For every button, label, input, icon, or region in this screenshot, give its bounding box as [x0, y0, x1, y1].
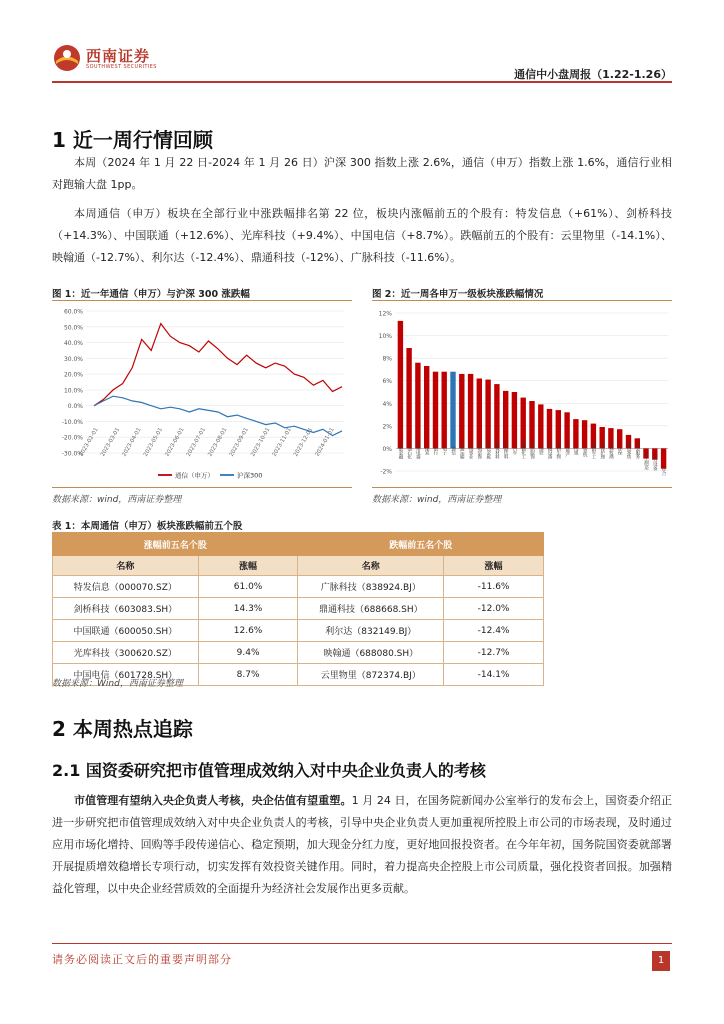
- bar: [398, 321, 403, 449]
- x-category-label: 公用事业: [468, 442, 474, 459]
- header-divider: [52, 81, 672, 83]
- x-tick-label: 2023-10-01: [250, 427, 272, 458]
- x-tick-label: 2023-05-01: [142, 427, 165, 458]
- table-cell: -12.4%: [444, 620, 544, 642]
- y-tick-label: -30.0%: [61, 450, 83, 458]
- table1-title: 表 1：本周通信（申万）板块涨跌幅前五个股: [52, 521, 243, 532]
- x-category-label: 商贸零售: [626, 442, 632, 459]
- section2-1-paragraph: [52, 790, 672, 900]
- x-tick-label: 2023-04-01: [121, 427, 143, 458]
- x-category-label: 非银金融: [397, 442, 403, 459]
- bar: [485, 380, 490, 449]
- x-category-label: 美容护理: [599, 442, 605, 459]
- table-cell: 映翰通（688080.SH）: [298, 642, 444, 664]
- table-cell: 鼎通科技（688668.SH）: [298, 598, 444, 620]
- x-category-label: 家用电器: [415, 442, 421, 459]
- group-header-gainers: 涨幅前五名个股: [53, 533, 298, 556]
- y-tick-label: 30.0%: [63, 355, 83, 363]
- group-header-losers: 跌幅前五名个股: [298, 533, 544, 556]
- table-cell: 利尔达（832149.BJ）: [298, 620, 444, 642]
- x-category-label: 有色金属: [485, 442, 491, 459]
- y-tick-label: 12%: [378, 310, 392, 318]
- y-tick-label: -20.0%: [61, 434, 83, 442]
- x-tick-label: 2023-09-01: [228, 427, 250, 458]
- bar: [459, 374, 464, 449]
- bar: [521, 398, 526, 449]
- table-cell: 特发信息（000070.SZ）: [53, 576, 199, 598]
- table-cell: 云里物里（872374.BJ）: [298, 664, 444, 686]
- bar: [538, 404, 543, 448]
- col-header-name: 名称: [53, 556, 199, 576]
- x-category-label: 交通运输: [459, 442, 465, 459]
- figure1-title-rule: [52, 300, 352, 301]
- table-row: [53, 642, 544, 664]
- x-category-label: 建筑装饰: [476, 442, 482, 459]
- x-category-label: 轻工制造: [643, 452, 649, 469]
- x-tick-label: 2023-08-01: [207, 427, 229, 458]
- series-line-1: [94, 396, 342, 435]
- table-cell: 中国联通（600050.SH）: [53, 620, 199, 642]
- legend-label: 通信（申万）: [175, 471, 214, 480]
- x-category-label: 纺织服饰: [529, 442, 535, 459]
- x-category-label: 农林牧渔: [608, 442, 614, 459]
- bar: [573, 419, 578, 448]
- x-tick-label: 2024-01-01: [314, 427, 336, 458]
- table-row: [53, 620, 544, 642]
- figure1-title: 图 1：近一年通信（申万）与沪深 300 涨跌幅: [52, 289, 250, 300]
- table-row: [53, 598, 544, 620]
- series-line-0: [94, 324, 342, 406]
- y-tick-label: 60.0%: [63, 308, 83, 316]
- bar: [477, 379, 482, 449]
- x-tick-label: 2023-11-01: [271, 427, 293, 458]
- x-category-label: 计算机: [582, 444, 588, 457]
- bar: [494, 384, 499, 448]
- logo-icon: [53, 44, 81, 72]
- y-tick-label: 6%: [382, 378, 392, 386]
- y-tick-label: 0.0%: [67, 403, 83, 411]
- x-category-label: 综合: [661, 466, 667, 475]
- table-column-header-row: [53, 556, 544, 576]
- x-category-label: 机械设备: [547, 442, 553, 459]
- y-tick-label: 50.0%: [63, 324, 83, 332]
- x-category-label: 传媒: [573, 446, 579, 455]
- table-cell: 61.0%: [198, 576, 298, 598]
- table-cell: 剑桥科技（603083.SH）: [53, 598, 199, 620]
- y-tick-label: 4%: [382, 400, 392, 408]
- y-tick-label: 20.0%: [63, 371, 83, 379]
- y-tick-label: 8%: [382, 355, 392, 363]
- figure2-bottom-rule: [372, 487, 672, 488]
- table-cell: -11.6%: [444, 576, 544, 598]
- report-title: 通信中小盘周报（1.22-1.26）: [514, 68, 672, 81]
- y-tick-label: -2%: [380, 468, 392, 476]
- x-category-label: 汽车: [511, 446, 517, 455]
- figure2-source: 数据来源：wind，西南证券整理: [372, 495, 502, 505]
- x-category-label: 石油石化: [406, 442, 412, 459]
- y-tick-label: 10%: [378, 333, 392, 341]
- table-cell: 中国电信（601728.SH）: [53, 664, 199, 686]
- col-header-change: 涨幅: [444, 556, 544, 576]
- table-row: [53, 576, 544, 598]
- x-tick-label: 2023-12-01: [293, 427, 315, 458]
- bar: [424, 366, 429, 448]
- x-category-label: 电力设备: [652, 453, 658, 471]
- x-category-label: 食品饮料: [503, 442, 509, 459]
- table-cell: 8.7%: [198, 664, 298, 686]
- table-cell: 光库科技（300620.SZ）: [53, 642, 199, 664]
- bar: [433, 372, 438, 449]
- y-tick-label: 2%: [382, 423, 392, 431]
- section1-paragraph-1: 本周（2024 年 1 月 22 日-2024 年 1 月 26 日）沪深 300 指数上涨 2.6%，通信（申万）指数上涨 1.6%，通信行业相对跑输大盘 1pp。: [52, 156, 672, 191]
- bar: [442, 372, 447, 449]
- table-cell: 12.6%: [198, 620, 298, 642]
- footer-divider: [52, 943, 672, 944]
- figure2-title: 图 2：近一周各申万一级板块涨跌幅情况: [372, 289, 544, 300]
- table-cell: -12.7%: [444, 642, 544, 664]
- footer-disclaimer: 请务必阅读正文后的重要声明部分: [52, 953, 232, 966]
- section2-1-body: 1 月 24 日，在国务院新闻办公室举行的发布会上，国资委介绍正进一步研究把市值管理成效纳入对中央企业负责人的考核，引导中央企业负责人更加重视所控股上市公司的市场表现，及时通过应用市场化增持、回购等手段传递信心、稳定预期，加大现金分红力度，更好地回报投资者。在今年年初，国务院国资委就部署开展提质增效稳增长专项行动，切实发挥有效投资关键作用。同时，着力提高央企控股上市公司质量，强化投资者回报。加强精益化管理，以中央企业经营质效的全面提升为经济社会发展作出更多贡献。: [52, 794, 673, 895]
- figure1-bottom-rule: [52, 487, 352, 488]
- x-category-label: 房地产: [564, 444, 570, 457]
- y-tick-label: -10.0%: [61, 418, 83, 426]
- x-category-label: 社会服务: [634, 442, 640, 459]
- table-group-header-row: [53, 533, 544, 556]
- y-tick-label: 10.0%: [63, 387, 83, 395]
- stock-table: [52, 532, 544, 686]
- bar: [450, 372, 455, 449]
- table-cell: -14.1%: [444, 664, 544, 686]
- section2-1-lead: 市值管理有望纳入央企负责人考核，央企估值有望重塑。: [74, 794, 352, 807]
- table-cell: 广脉科技（838924.BJ）: [298, 576, 444, 598]
- y-tick-label: 0%: [382, 445, 392, 453]
- section1-paragraph-2: 本周通信（申万）板块在全部行业中涨跌幅排名第 22 位，板块内涨幅前五的个股有：特发信息（+61%）、剑桥科技（+14.3%）、中国联通（+12.6%）、光库科技（+9.4%）、中国电信（+8.7%）。跌幅前五的个股有：云里物里（-14.1%）、映翰通（-12.7%）、利尔达（-12.4%）、鼎通科技（-12%）、广脉科技（-11.6%）。: [52, 207, 672, 264]
- col-header-name: 名称: [298, 556, 444, 576]
- x-tick-label: 2023-03-01: [100, 427, 122, 458]
- x-category-label: 通信: [450, 446, 456, 455]
- figure2-title-rule: [372, 300, 672, 301]
- legend-label: 沪深300: [237, 471, 263, 480]
- bar: [406, 348, 411, 448]
- bar: [468, 374, 473, 449]
- x-category-label: 基础化工: [520, 442, 526, 459]
- table-cell: -12.0%: [444, 598, 544, 620]
- x-category-label: 国防军工: [590, 442, 596, 459]
- y-tick-label: 40.0%: [63, 340, 83, 348]
- table-cell: 14.3%: [198, 598, 298, 620]
- col-header-change: 涨幅: [198, 556, 298, 576]
- bar-chart: [372, 303, 672, 486]
- x-tick-label: 2023-07-01: [185, 427, 208, 458]
- x-category-label: 钢铁: [538, 446, 544, 455]
- bar: [415, 363, 420, 449]
- x-category-label: 医药生物: [555, 442, 561, 459]
- x-category-label: 煤炭: [424, 446, 430, 455]
- table-cell: 9.4%: [198, 642, 298, 664]
- x-category-label: 电子: [441, 446, 447, 455]
- x-category-label: 建筑材料: [494, 442, 500, 459]
- line-chart: [52, 303, 352, 486]
- logo-text: 西南证券: [86, 47, 151, 65]
- figure1-source: 数据来源：wind，西南证券整理: [52, 495, 182, 505]
- section2-1-heading: 2.1 国资委研究把市值管理成效纳入对中央企业负责人的考核: [52, 761, 486, 780]
- x-category-label: 环保: [617, 446, 623, 455]
- bar: [564, 412, 569, 448]
- section2-heading: 2 本周热点追踪: [52, 717, 193, 741]
- logo-subtext: SOUTHWEST SECURITIES: [86, 64, 157, 70]
- section1-heading: 1 近一周行情回顾: [52, 128, 213, 152]
- table1-source: 数据来源：Wind，西南证券整理: [52, 679, 183, 689]
- bar: [512, 392, 517, 448]
- x-tick-label: 2023-06-01: [164, 427, 186, 458]
- x-category-label: 银行: [432, 446, 438, 455]
- bar: [503, 391, 508, 449]
- x-tick-label: 2023-02-01: [78, 427, 100, 458]
- page-number: 1: [652, 951, 670, 971]
